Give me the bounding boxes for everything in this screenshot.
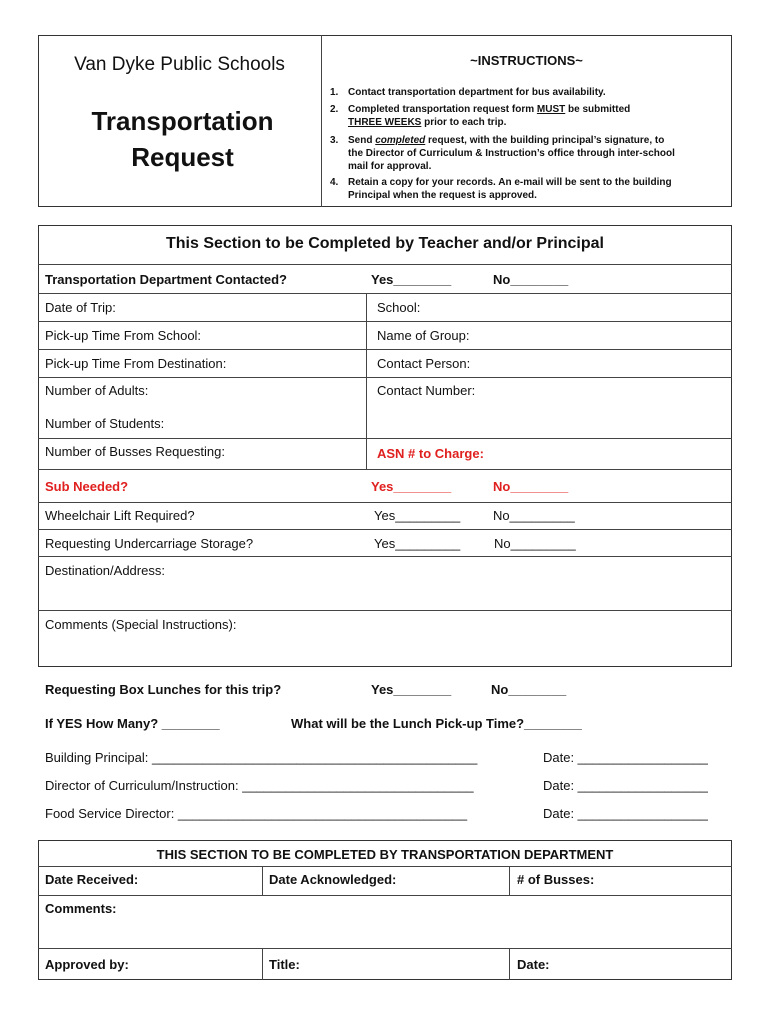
divider — [38, 556, 732, 557]
comments-special-field[interactable]: Comments (Special Instructions): — [45, 617, 237, 632]
instruction-4-num: 4. — [330, 177, 339, 188]
wheelchair-lift-yes[interactable]: Yes_________ — [374, 508, 461, 523]
form-title-line2: Request — [131, 142, 234, 172]
wheelchair-lift-no[interactable]: No_________ — [493, 508, 575, 523]
instruction-2-text-c: prior to each trip. — [421, 117, 507, 128]
number-of-students-field[interactable]: Number of Students: — [45, 416, 165, 431]
sub-needed-no[interactable]: No________ — [493, 479, 569, 494]
sub-needed-label: Sub Needed? — [45, 479, 129, 494]
box-lunches-label: Requesting Box Lunches for this trip? — [45, 682, 282, 697]
title-field[interactable]: Title: — [269, 957, 300, 972]
school-field[interactable]: School: — [377, 300, 421, 315]
undercarriage-storage-label: Requesting Undercarriage Storage? — [45, 536, 254, 551]
dept-contacted-no[interactable]: No________ — [493, 272, 569, 287]
divider — [38, 866, 732, 867]
contact-number-field[interactable]: Contact Number: — [377, 383, 476, 398]
column-divider — [262, 866, 263, 895]
box-lunches-no[interactable]: No________ — [491, 682, 567, 697]
dept-contacted-label: Transportation Department Contacted? — [45, 272, 287, 287]
column-divider — [262, 948, 263, 980]
asn-charge-field[interactable]: ASN # to Charge: — [377, 446, 484, 461]
approval-date-field[interactable]: Date: — [517, 957, 550, 972]
food-service-signature[interactable]: Food Service Director: ________________________________________ — [45, 806, 468, 821]
instruction-3-text-c: the Director of Curriculum & Instruction’s office through inter-school — [348, 148, 675, 159]
divider — [38, 948, 732, 949]
divider — [38, 349, 732, 350]
number-of-adults-field[interactable]: Number of Adults: — [45, 383, 149, 398]
food-service-date[interactable]: Date: __________________ — [543, 806, 708, 821]
instruction-2-text-b: be submitted — [565, 104, 631, 115]
divider — [38, 264, 732, 265]
how-many-field[interactable]: If YES How Many? ________ — [45, 716, 220, 731]
dept-contacted-yes[interactable]: Yes________ — [371, 272, 452, 287]
column-divider — [366, 293, 367, 469]
instruction-3-completed: completed — [375, 135, 426, 146]
instruction-2 — [330, 103, 630, 129]
divider — [38, 529, 732, 530]
pickup-time-school-field[interactable]: Pick-up Time From School: — [45, 328, 202, 343]
destination-address-field[interactable]: Destination/Address: — [45, 563, 165, 578]
instruction-3-text-d: mail for approval. — [348, 161, 432, 172]
divider — [38, 469, 732, 470]
instruction-3-text-a: Send — [348, 135, 376, 146]
instruction-4 — [330, 176, 672, 202]
box-lunches-yes[interactable]: Yes________ — [371, 682, 452, 697]
teacher-section-heading: This Section to be Completed by Teacher and/or Principal — [165, 235, 604, 252]
column-divider — [509, 866, 510, 895]
divider — [38, 438, 732, 439]
transport-section-heading: THIS SECTION TO BE COMPLETED BY TRANSPORTATION DEPARTMENT — [156, 847, 614, 862]
instruction-2-must: MUST — [536, 104, 566, 115]
director-signature[interactable]: Director of Curriculum/Instruction: ________________________________ — [45, 778, 474, 793]
undercarriage-storage-yes[interactable]: Yes_________ — [374, 536, 461, 551]
divider — [38, 377, 732, 378]
school-name: Van Dyke Public Schools — [74, 54, 285, 75]
undercarriage-storage-no[interactable]: No_________ — [494, 536, 576, 551]
instruction-1-text: Contact transportation department for bus availability. — [348, 87, 606, 98]
instruction-4-text-a: Retain a copy for your records. An e-mail will be sent to the building — [348, 177, 672, 188]
pickup-time-destination-field[interactable]: Pick-up Time From Destination: — [45, 356, 227, 371]
building-principal-signature[interactable]: Building Principal: _____________________________________________ — [45, 750, 478, 765]
group-name-field[interactable]: Name of Group: — [377, 328, 470, 343]
divider — [38, 895, 732, 896]
divider — [38, 610, 732, 611]
director-date[interactable]: Date: __________________ — [543, 778, 708, 793]
date-received-field[interactable]: Date Received: — [45, 872, 139, 887]
instruction-3-num: 3. — [330, 135, 339, 146]
instruction-3-text-b: request, with the building principal’s signature, to — [425, 135, 665, 146]
contact-person-field[interactable]: Contact Person: — [377, 356, 471, 371]
divider — [38, 502, 732, 503]
wheelchair-lift-label: Wheelchair Lift Required? — [45, 508, 195, 523]
sub-needed-yes[interactable]: Yes________ — [371, 479, 452, 494]
instruction-1-num: 1. — [330, 87, 339, 98]
divider — [38, 293, 732, 294]
instruction-2-weeks: THREE WEEKS — [348, 117, 422, 128]
instruction-4-text-b: Principal when the request is approved. — [348, 190, 537, 201]
building-principal-date[interactable]: Date: __________________ — [543, 750, 708, 765]
instruction-2-text-a: Completed transportation request form — [348, 104, 537, 115]
instruction-3 — [330, 134, 675, 173]
number-of-busses-field[interactable]: Number of Busses Requesting: — [45, 444, 225, 459]
divider — [38, 321, 732, 322]
column-divider — [509, 948, 510, 980]
instruction-2-num: 2. — [330, 104, 339, 115]
form-title-line1: Transportation — [91, 106, 274, 136]
date-acknowledged-field[interactable]: Date Acknowledged: — [269, 872, 397, 887]
instructions-title: ~INSTRUCTIONS~ — [470, 53, 583, 68]
transport-comments-field[interactable]: Comments: — [45, 901, 117, 916]
approved-by-field[interactable]: Approved by: — [45, 957, 129, 972]
instruction-1 — [330, 86, 606, 99]
lunch-pickup-field[interactable]: What will be the Lunch Pick-up Time?________ — [291, 716, 582, 731]
date-of-trip-field[interactable]: Date of Trip: — [45, 300, 116, 315]
num-busses-field[interactable]: # of Busses: — [517, 872, 595, 887]
